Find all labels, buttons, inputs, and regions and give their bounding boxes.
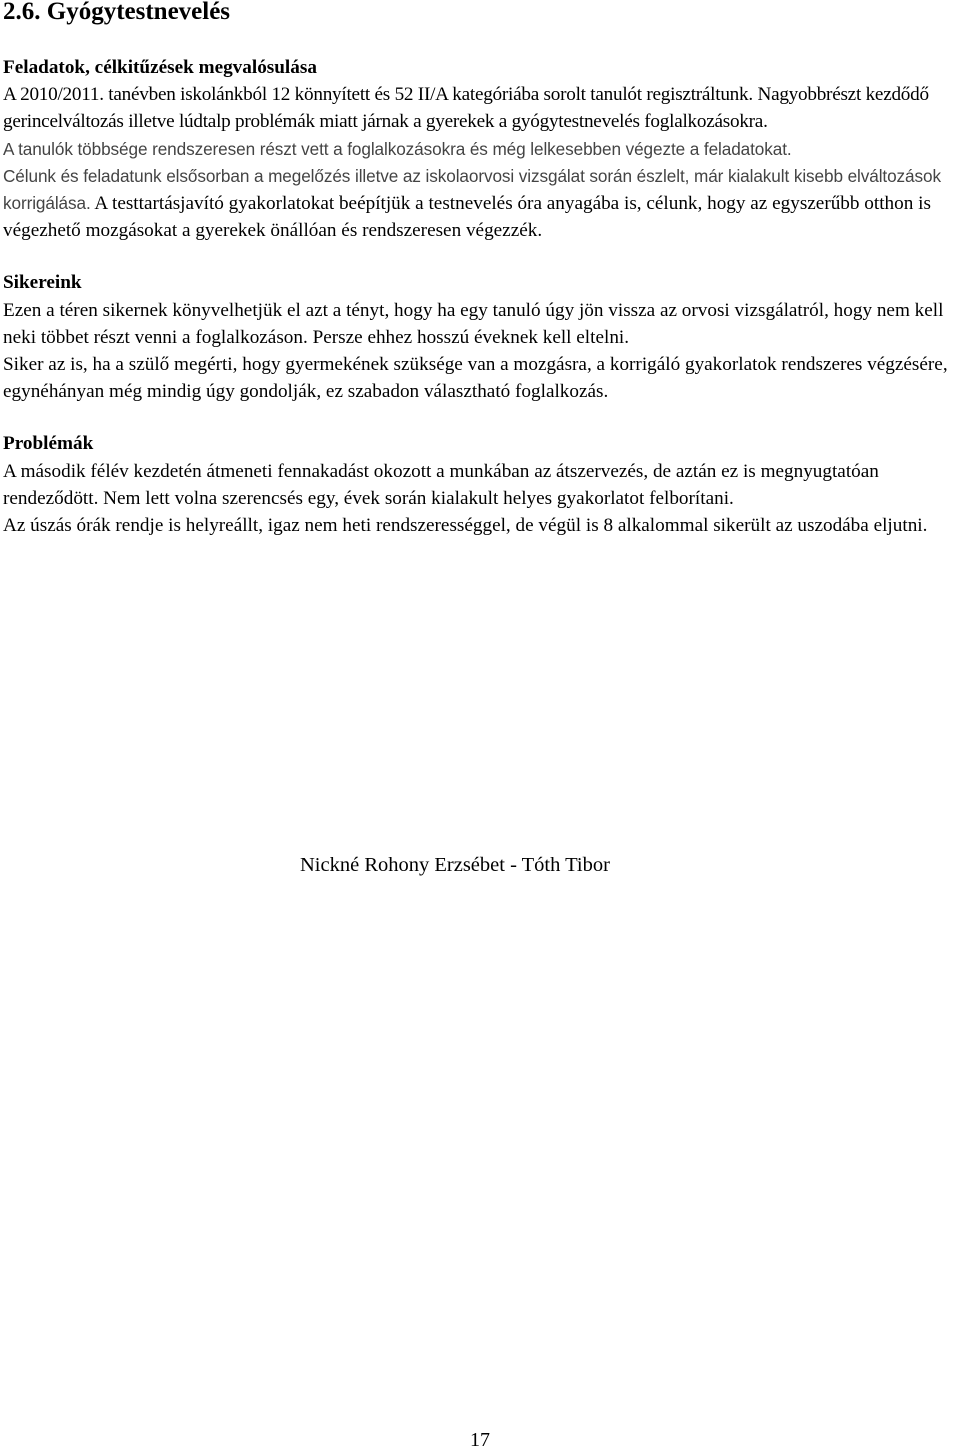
tasks-paragraph-2: A tanulók többsége rendszeresen részt vett a foglalkozásokra és még lelkesebben végezte a feladatokat. [3,138,792,159]
tasks-paragraph-1-part-2: Nagyobbrészt kezdődő gerincelváltozás illetve lúdtalp problémák miatt járnak a gyerekek a gyógytestnevelés foglalkozásokra. [3,84,929,133]
tasks-paragraph-3 [3,163,955,245]
tasks-paragraph-1 [3,81,955,135]
tasks-heading: Feladatok, célkitűzések megvalósulása [3,57,317,78]
section-gap [3,244,955,269]
signature: Nickné Rohony Erzsébet - Tóth Tibor [300,854,610,876]
section-title: 2.6. Gyógytestnevelés [3,0,231,25]
problems-section [3,430,955,539]
successes-heading: Sikereink [3,272,82,294]
page-number: 17 [470,1429,490,1451]
document-body [3,54,955,539]
tasks-paragraph-3-part-1: Célunk és feladatunk elsősorban a megelőzés illetve az iskolaorvosi vizsgálat során észlelt, már kialakult kisebb elváltozások korrigálása. [3,165,941,214]
tasks-paragraph-1-part-1: A 2010/2011. tanévben iskolánkból 12 könnyített és 52 II/A kategóriába sorolt tanulót regisztráltunk. [3,84,753,106]
successes-paragraph-1: Ezen a téren sikernek könyvelhetjük el azt a tényt, hogy ha egy tanuló úgy jön vissza az orvosi vizsgálatról, hogy nem kell neki többet részt venni a foglalkozáson. Persze ehhez hosszú éveknek kell eltelni. [3,299,944,348]
problems-heading: Problémák [3,433,94,455]
tasks-section [3,54,955,244]
tasks-paragraph-3-part-2: A testtartásjavító gyakorlatokat beépítjük a testnevelés óra anyagába is, célunk, hogy az egyszerűbb otthon is végezhető mozgásokat a gyerekek önállóan és rendszeresen végezzék. [3,193,931,242]
problems-paragraph-2: Az úszás órák rendje is helyreállt, igaz nem heti rendszerességgel, de végül is 8 alkalommal sikerült az uszodába eljutni. [3,515,928,537]
problems-paragraph-1: A második félév kezdetén átmeneti fennakadást okozott a munkában az átszervezés, de aztán ez is megnyugtatóan rendeződött. Nem lett volna szerencsés egy, évek során kialakult helyes gyakorlatot felborítani. [3,460,879,509]
successes-section [3,269,955,405]
successes-paragraph-2: Siker az is, ha a szülő megérti, hogy gyermekének szüksége van a mozgásra, a korrigáló gyakorlatok rendszeres végzésére, egynéhányan még mindig úgy gondolják, ez szabadon választható foglalkozás. [3,354,948,403]
section-gap [3,405,955,430]
